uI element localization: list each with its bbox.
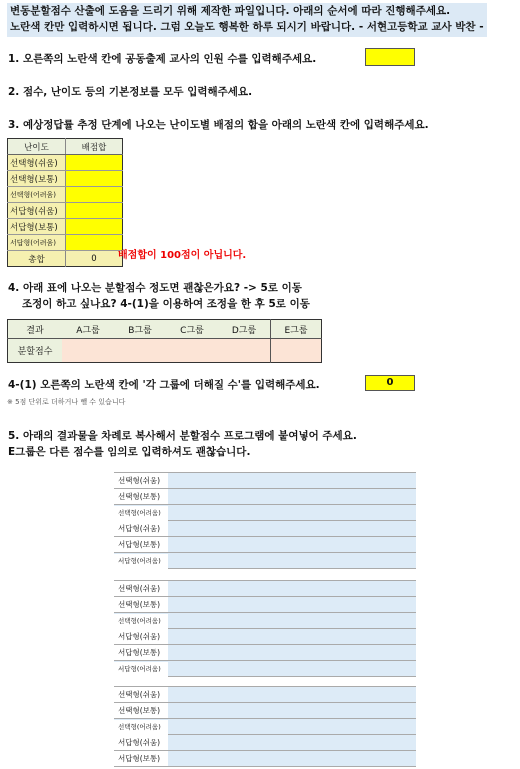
cut-score-label: 분할점수: [8, 339, 63, 363]
cut-score-c: [166, 339, 218, 363]
header-group-c: C그룹: [166, 320, 218, 339]
score-input-sa-hard[interactable]: [66, 235, 123, 251]
header-result: 결과: [8, 320, 63, 339]
step-4-instruction: 4. 아래 표에 나오는 분할점수 정도면 괜찮은가요? -> 5로 이동: [8, 282, 302, 294]
result-row-label: 서답형(쉬움): [114, 629, 168, 644]
result-block-1: [114, 472, 416, 569]
row-label: 서답형(보통): [8, 219, 66, 235]
group-offset-value: 0: [386, 377, 394, 388]
intro-line-2: 노란색 칸만 입력하시면 됩니다. 그럼 오늘도 행복한 하루 되시기 바랍니다. - 서현고등학교 교사 박찬 -: [10, 21, 484, 33]
score-input-mc-normal[interactable]: [66, 171, 123, 187]
result-row[interactable]: [114, 719, 416, 735]
score-input-sa-easy[interactable]: [66, 203, 123, 219]
cut-score-a: [62, 339, 114, 363]
step-4-1-note: ※ 5점 단위로 더하거나 뺄 수 있습니다: [7, 398, 126, 406]
result-row[interactable]: [114, 751, 416, 767]
result-row[interactable]: [114, 613, 416, 629]
result-row[interactable]: [114, 597, 416, 613]
row-label: 선택형(보통): [8, 171, 66, 187]
score-input-mc-hard[interactable]: [66, 187, 123, 203]
row-label: 서답형(쉬움): [8, 203, 66, 219]
result-row[interactable]: [114, 661, 416, 677]
result-row-label: 서답형(보통): [114, 537, 168, 552]
result-row-label: 선택형(쉬움): [114, 473, 168, 488]
result-row-label: 서답형(쉬움): [114, 735, 168, 750]
difficulty-table: [7, 138, 123, 267]
cut-score-b: [114, 339, 166, 363]
result-row-label: 서답형(어려움): [114, 662, 168, 677]
header-group-b: B그룹: [114, 320, 166, 339]
teacher-count-input[interactable]: [365, 48, 415, 66]
result-row-label: 서답형(쉬움): [114, 521, 168, 536]
score-input-mc-easy[interactable]: [66, 155, 123, 171]
row-label: 서답형(어려움): [8, 235, 66, 251]
result-block-2: [114, 580, 416, 677]
result-row[interactable]: [114, 580, 416, 597]
result-row[interactable]: [114, 703, 416, 719]
intro-line-1: 변동분할점수 산출에 도움을 드리기 위해 제작한 파일입니다. 아래의 순서에 따라 진행해주세요.: [10, 5, 451, 17]
result-row-label: 서답형(보통): [114, 645, 168, 660]
result-row-label: 선택형(보통): [114, 703, 168, 718]
cut-score-d: [218, 339, 271, 363]
result-row[interactable]: [114, 553, 416, 569]
score-input-sa-normal[interactable]: [66, 219, 123, 235]
result-row-label: 선택형(보통): [114, 489, 168, 504]
step-5-instruction: 5. 아래의 결과물을 차례로 복사해서 분할점수 프로그램에 붙여넣어 주세요.: [8, 430, 357, 442]
step-5-instruction-sub: E그룹은 다른 점수를 임의로 입력하셔도 괜찮습니다.: [8, 446, 251, 458]
result-row-label: 선택형(보통): [114, 597, 168, 612]
score-warning: 배점합이 100점이 아닙니다.: [118, 250, 247, 261]
result-row-label: 선택형(어려움): [114, 614, 168, 629]
result-row-label: 서답형(보통): [114, 751, 168, 766]
intro-banner: [7, 3, 487, 37]
result-row-label: 선택형(어려움): [114, 506, 168, 521]
cut-score-e: [271, 339, 322, 363]
header-group-e: E그룹: [271, 320, 322, 339]
result-row-label: 선택형(쉬움): [114, 581, 168, 596]
result-row-label: 선택형(쉬움): [114, 687, 168, 702]
step-2-instruction: 2. 점수, 난이도 등의 기본정보를 모두 입력해주세요.: [8, 86, 253, 98]
result-row[interactable]: [114, 472, 416, 489]
result-row[interactable]: [114, 489, 416, 505]
result-block-3: [114, 686, 416, 767]
result-row[interactable]: [114, 686, 416, 703]
result-row-label: 서답형(어려움): [114, 554, 168, 569]
result-row[interactable]: [114, 521, 416, 537]
header-difficulty: 난이도: [8, 139, 66, 155]
result-row[interactable]: [114, 645, 416, 661]
result-row[interactable]: [114, 629, 416, 645]
total-value: 0: [66, 251, 123, 267]
step-4-instruction-sub: 조정이 하고 싶나요? 4-(1)을 이용하여 조정을 한 후 5로 이동: [22, 298, 310, 310]
step-4-1-instruction: 4-(1) 오른쪽의 노란색 칸에 '각 그룹에 더해질 수'를 입력해주세요.: [8, 379, 320, 391]
row-label: 선택형(어려움): [8, 187, 66, 203]
header-score-sum: 배점합: [66, 139, 123, 155]
step-1-instruction: 1. 오른쪽의 노란색 칸에 공동출제 교사의 인원 수를 입력해주세요.: [8, 53, 317, 65]
result-row[interactable]: [114, 505, 416, 521]
total-label: 총합: [8, 251, 66, 267]
result-row[interactable]: [114, 735, 416, 751]
result-row-label: 선택형(어려움): [114, 720, 168, 735]
step-3-instruction: 3. 예상정답률 추정 단계에 나오는 난이도별 배점의 합을 아래의 노란색 칸에 입력해주세요.: [8, 119, 429, 131]
group-offset-input[interactable]: [365, 375, 415, 391]
group-score-table: [7, 319, 322, 363]
result-row[interactable]: [114, 537, 416, 553]
header-group-a: A그룹: [62, 320, 114, 339]
row-label: 선택형(쉬움): [8, 155, 66, 171]
header-group-d: D그룹: [218, 320, 271, 339]
